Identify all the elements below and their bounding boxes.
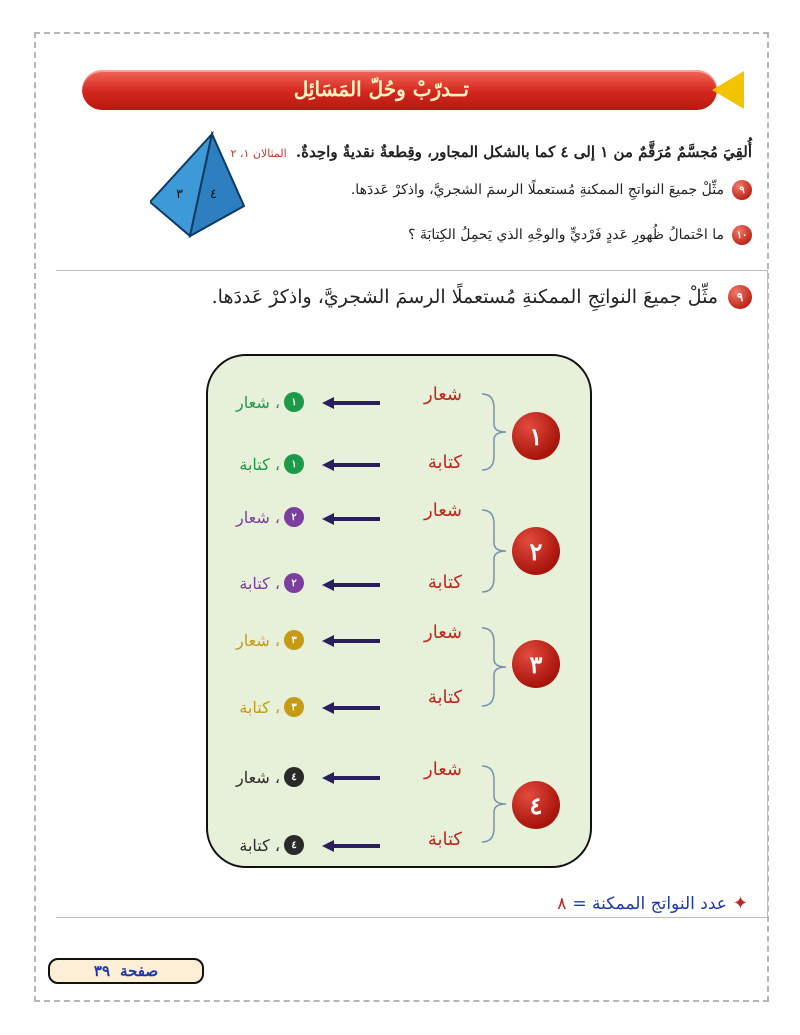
section-banner xyxy=(82,70,744,110)
tree-node-4: ٤ xyxy=(512,781,560,829)
arrow-left-icon xyxy=(322,578,380,592)
outcome-text: ، كتابة xyxy=(239,454,280,474)
outcome-text: ، كتابة xyxy=(239,835,280,855)
intro-text xyxy=(231,143,753,161)
face-label: شعار xyxy=(424,500,462,521)
question-number-badge: ١٠ xyxy=(732,225,752,245)
pyramid-face-right: ٤ xyxy=(210,187,217,202)
outcome-label xyxy=(236,507,304,527)
pyramid-face-left: ٣ xyxy=(176,187,183,202)
outcome-text: ، كتابة xyxy=(239,573,280,593)
face-label: كتابة xyxy=(427,452,462,473)
outcome-text: ، شعار xyxy=(236,767,280,787)
total-value: ٨ xyxy=(557,893,567,914)
page-number: ٣٩ xyxy=(93,962,111,980)
question-text: ما احْتمالُ ظُهورِ عَددٍ فَرْديٍّ والوجْهِ الذي يَحمِلُ الكِتابَةَ ؟ xyxy=(408,227,724,243)
outcome-label xyxy=(236,392,304,412)
number-dot: ٢ xyxy=(284,507,304,527)
face-label: شعار xyxy=(424,384,462,405)
tree-node-1: ١ xyxy=(512,412,560,460)
outcome-text: ، شعار xyxy=(236,507,280,527)
number-dot: ٤ xyxy=(284,835,304,855)
page-number-tab xyxy=(48,958,204,984)
arrow-left-icon xyxy=(322,458,380,472)
question-text: مثِّلْ جميعَ النواتجِ الممكنةِ مُستعملًا الرسمَ الشجريَّ، واذكرْ عَددَها. xyxy=(350,182,724,198)
face-label: كتابة xyxy=(427,829,462,850)
total-outcomes xyxy=(557,893,748,914)
question-9 xyxy=(351,180,752,200)
tetrahedron-icon xyxy=(150,130,245,240)
number-dot: ١ xyxy=(284,392,304,412)
number-dot: ٢ xyxy=(284,573,304,593)
face-label: كتابة xyxy=(427,572,462,593)
number-dot: ٣ xyxy=(284,630,304,650)
brace-icon xyxy=(480,508,510,594)
answer-question xyxy=(212,285,752,309)
face-label: شعار xyxy=(424,759,462,780)
outcome-label xyxy=(236,630,304,650)
arrow-left-icon xyxy=(322,634,380,648)
answer-question-text: مثِّلْ جميعَ النواتِجِ الممكنةِ مُستعملًا الرسمَ الشجريَّ، واذكرْ عَددَها. xyxy=(211,286,718,308)
arrow-left-icon xyxy=(322,771,380,785)
page-label: صفحة xyxy=(120,962,159,980)
outcome-label xyxy=(236,767,304,787)
outcome-label xyxy=(239,697,304,717)
number-dot: ٤ xyxy=(284,767,304,787)
outcome-label xyxy=(239,454,304,474)
outcome-text: ، كتابة xyxy=(239,697,280,717)
tree-node-2: ٢ xyxy=(512,527,560,575)
brace-icon xyxy=(480,764,510,844)
answer-number-badge: ٩ xyxy=(728,285,752,309)
total-label: عدد النواتج الممكنة = xyxy=(572,893,727,914)
brace-icon xyxy=(480,392,510,472)
face-label: شعار xyxy=(424,622,462,643)
banner-title: تــدرّبْ وحُلّ المَسَائِل xyxy=(293,77,469,101)
outcome-label xyxy=(239,835,304,855)
example-reference: المثالان ١، ٢ xyxy=(230,147,287,160)
outcome-label xyxy=(239,573,304,593)
arrow-left-icon xyxy=(322,839,380,853)
arrow-left-icon xyxy=(322,396,380,410)
number-dot: ١ xyxy=(284,454,304,474)
question-10 xyxy=(408,225,752,245)
intro-sentence: أُلقِيَ مُجسَّمٌ مُرَقَّمٌ من ١ إلى ٤ كما بالشكل المجاور، وقِطعةٌ نقديةٌ واحِدةٌ. xyxy=(295,143,752,161)
outcome-text: ، شعار xyxy=(236,630,280,650)
red-diamond-icon: ✦ xyxy=(732,893,748,914)
tree-node-3: ٣ xyxy=(512,640,560,688)
arrow-left-icon xyxy=(322,701,380,715)
face-label: كتابة xyxy=(427,687,462,708)
number-dot: ٣ xyxy=(284,697,304,717)
question-number-badge: ٩ xyxy=(732,180,752,200)
outcome-text: ، شعار xyxy=(236,392,280,412)
brace-icon xyxy=(480,626,510,708)
arrow-left-icon xyxy=(322,512,380,526)
banner-arrow-icon xyxy=(712,71,744,109)
